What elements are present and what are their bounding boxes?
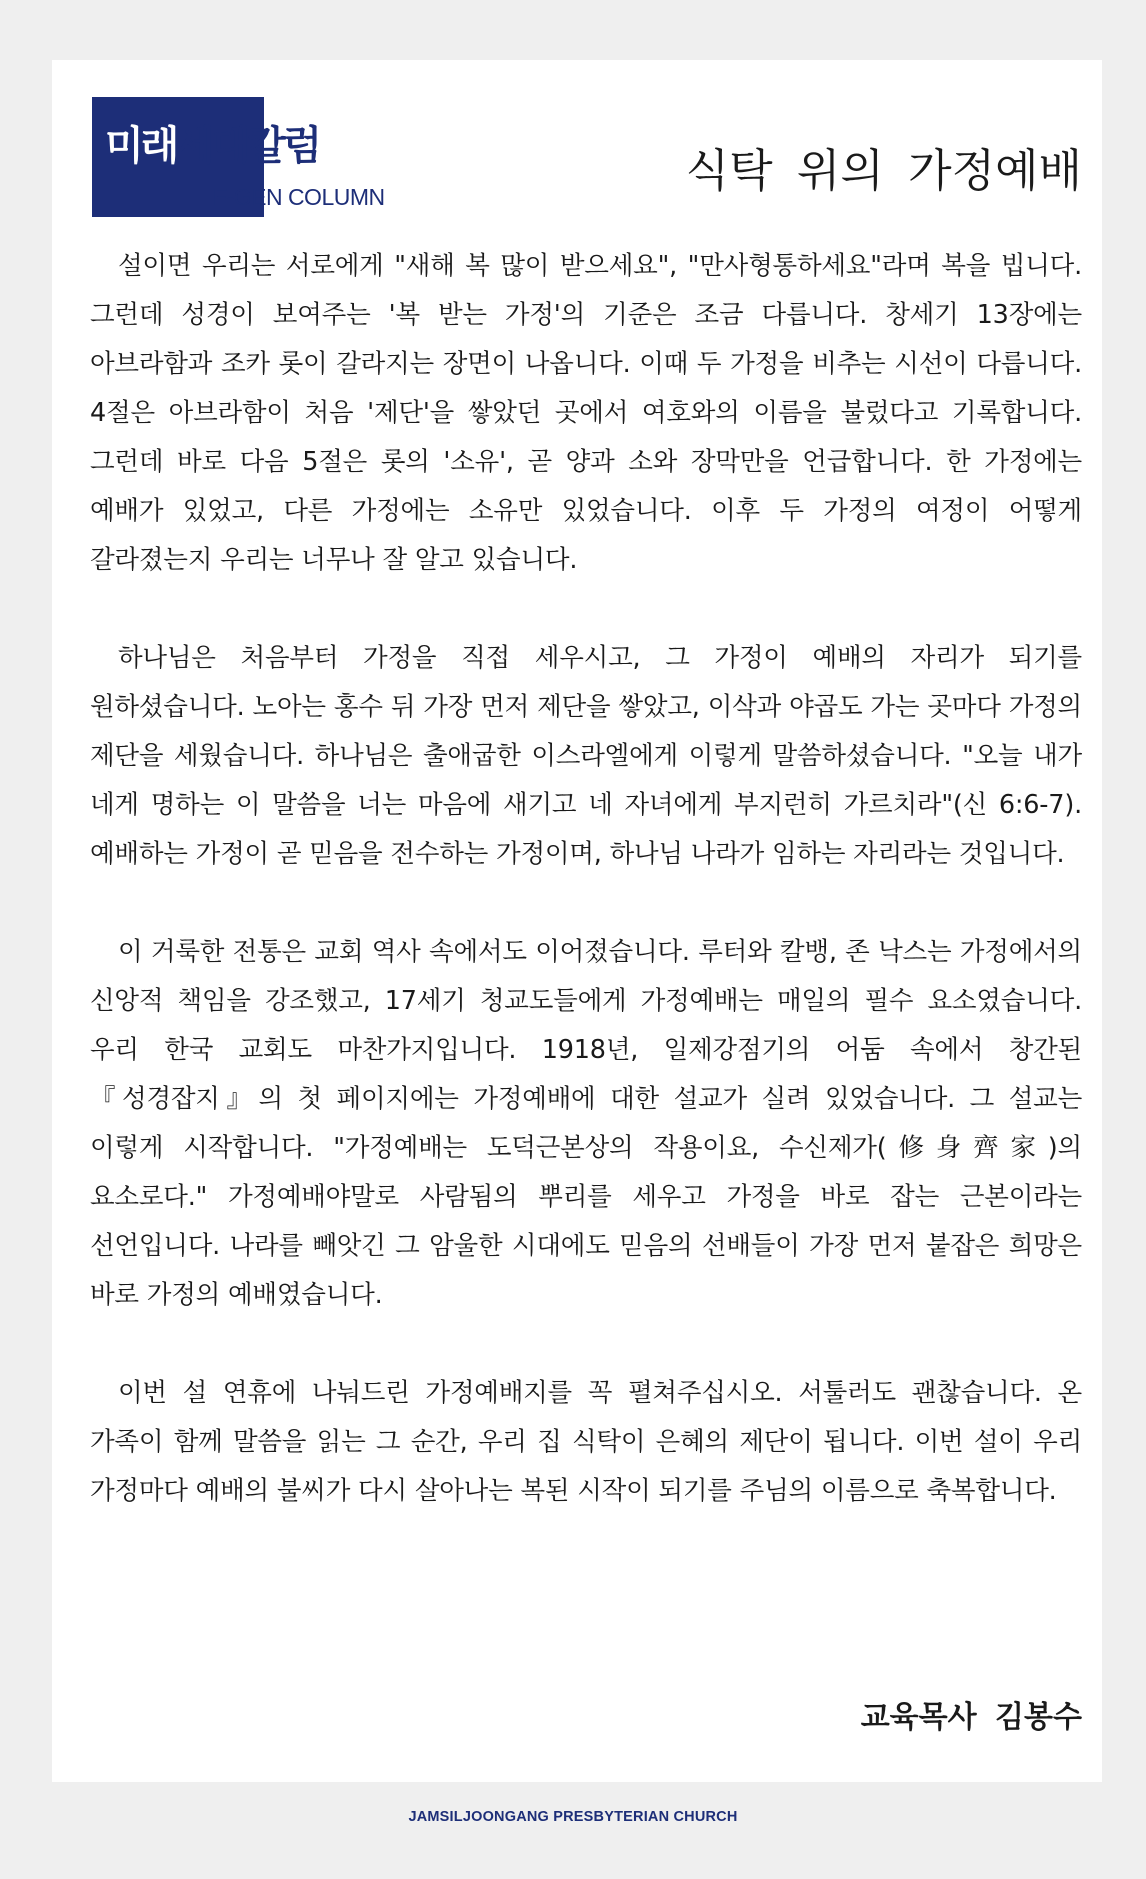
page-title: 식탁 위의 가정예배 (685, 144, 1082, 198)
logo-title (105, 123, 319, 169)
logo-title-part1: 미래 (105, 123, 177, 169)
logo-title-part2: 세대칼럼 (176, 123, 319, 169)
paragraph-2: 하나님은 처음부터 가정을 직접 세우시고, 그 가정이 예배의 자리가 되기를 원하셨습니다. 노아는 홍수 뒤 가장 먼저 제단을 쌓았고, 이삭과 야곱도 가는 곳마다 가정의 제단을 세웠습니다. 하나님은 출애굽한 이스라엘에게 이렇게 말씀하셨습니다. "오늘 내가 네게 명하는 이 말씀을 너는 마음에 새기고 네 자녀에게 부지런히 가르치라"(신 6:6-7). 예배하는 가정이 곧 믿음을 전수하는 가정이며, 하나님 나라가 임하는 자리라는 것입니다. (90, 643, 1082, 869)
church-footer: JAMSILJOONGANG PRESBYTERIAN CHURCH (408, 1809, 738, 1825)
paragraph-4: 이번 설 연휴에 나눠드린 가정예배지를 꼭 펼쳐주십시오. 서툴러도 괜찮습니다. 온 가족이 함께 말씀을 읽는 그 순간, 우리 집 식탁이 은혜의 제단이 됩니다. 이번 설이 우리 가정마다 예배의 불씨가 다시 살아나는 복된 시작이 되기를 주님의 이름으로 축복합니다. (90, 1378, 1082, 1506)
article-body (90, 242, 1082, 1565)
column-card (52, 60, 1102, 1782)
paragraph-1: 설이면 우리는 서로에게 "새해 복 많이 받으세요", "만사형통하세요"라며 복을 빕니다. 그런데 성경이 보여주는 '복 받는 가정'의 기준은 조금 다릅니다. 창세기 13장에는 아브라함과 조카 롯이 갈라지는 장면이 나옵니다. 이때 두 가정을 비추는 시선이 다릅니다. 4절은 아브라함이 처음 '제단'을 쌓았던 곳에서 여호와의 이름을 불렀다고 기록합니다. 그런데 바로 다음 5절은 롯의 '소유', 곧 양과 소와 장막만을 언급합니다. 한 가정에는 예배가 있었고, 다른 가정에는 소유만 있었습니다. 이후 두 가정의 여정이 어떻게 갈라졌는지 우리는 너무나 잘 알고 있습니다. (90, 251, 1082, 575)
paragraph-3: 이 거룩한 전통은 교회 역사 속에서도 이어졌습니다. 루터와 칼뱅, 존 낙스는 가정에서의 신앙적 책임을 강조했고, 17세기 청교도들에게 가정예배는 매일의 필수 요소였습니다. 우리 한국 교회도 마찬가지입니다. 1918년, 일제강점기의 어둠 속에서 창간된 『성경잡지』의 첫 페이지에는 가정예배에 대한 설교가 실려 있었습니다. 그 설교는 이렇게 시작합니다. "가정예배는 도덕근본상의 작용이요, 수신제가(修身齊家)의 요소로다." 가정예배야말로 사람됨의 뿌리를 세우고 가정을 바로 잡는 근본이라는 선언입니다. 나라를 빼앗긴 그 암울한 시대에도 믿음의 선배들이 가장 먼저 붙잡은 희망은 바로 가정의 예배였습니다. (90, 937, 1082, 1310)
author-signature: 교육목사 김봉수 (860, 1700, 1082, 1735)
logo-subtitle: F-GEN COLUMN (213, 184, 385, 210)
